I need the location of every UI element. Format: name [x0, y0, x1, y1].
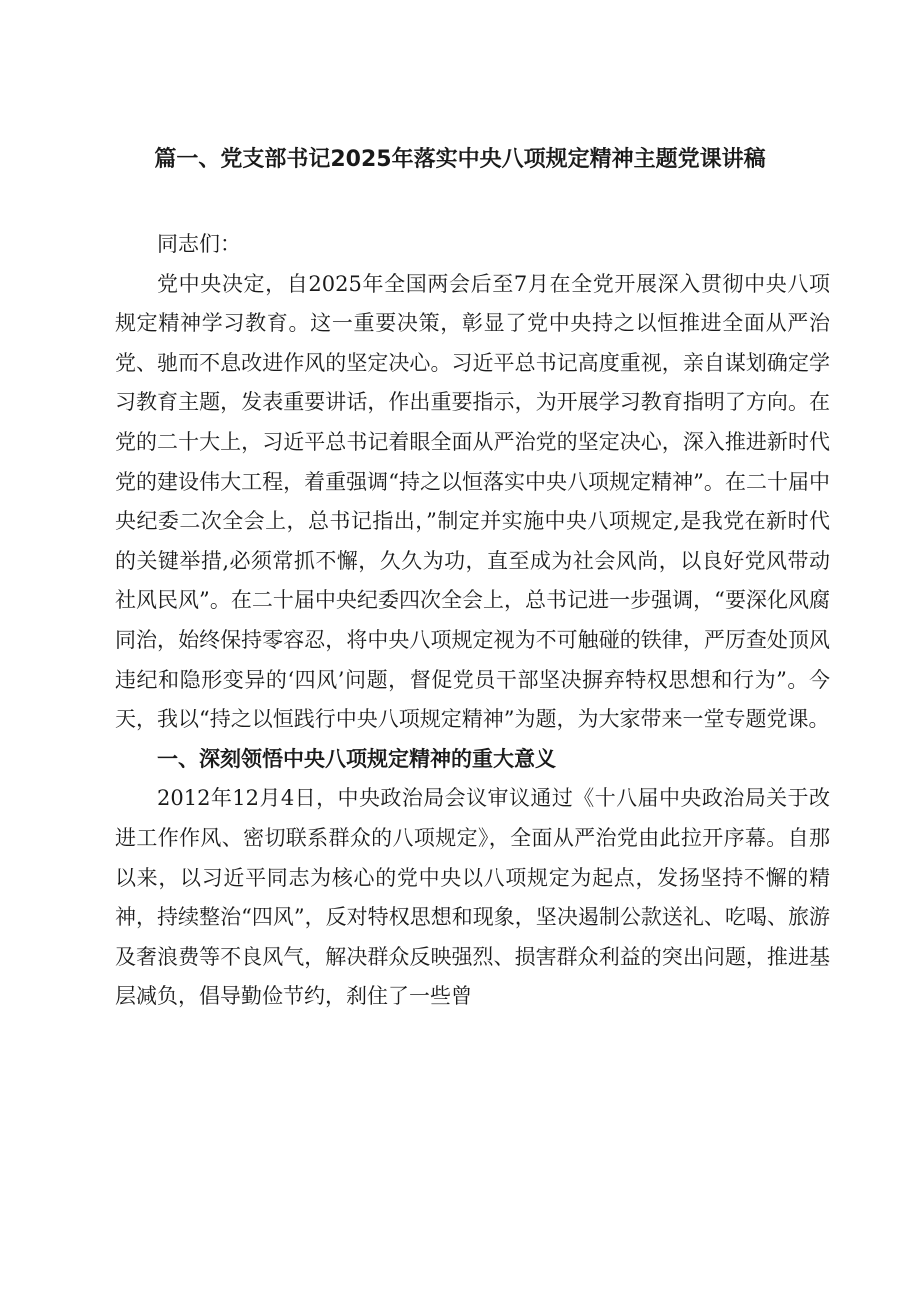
document-title: 篇一、党支部书记2025年落实中央八项规定精神主题党课讲稿 [154, 147, 766, 172]
section-heading: 一、深刻领悟中央八项规定精神的重大意义 [157, 746, 556, 771]
salutation: 同志们： [157, 232, 241, 256]
document-body [115, 225, 830, 1017]
body-paragraph: 党中央决定，自2025年全国两会后至7月在全党开展深入贯彻中央八项规定精神学习教育。这一重要决策，彰显了党中央持之以恒推进全面从严治党、驰而不息改进作风的坚定决心。习近平总书记高度重视，亲自谋划确定学习教育主题，发表重要讲话，作出重要指示，为开展学习教育指明了方向。在党的二十大上，习近平总书记着眼全面从严治党的坚定决心，深入推进新时代党的建设伟大工程，着重强调“持之以恒落实中央八项规定精神”。在二十届中央纪委二次全会上，总书记指出，”制定并实施中央八项规定,是我党在新时代的关键举措,必须常抓不懈，久久为功，直至成为社会风尚，以良好党风带动社风民风”。在二十届中央纪委四次全会上，总书记进一步强调，“要深化风腐同治，始终保持零容忍，将中央八项规定视为不可触碰的铁律，严厉查处顶风违纪和隐形变异的‘四风’问题，督促党员干部坚决摒弃特权思想和行为”。今天，我以“持之以恒践行中央八项规定精神”为题，为大家带来一堂专题党课。 [115, 271, 830, 732]
section-paragraph: 2012年12月4日，中央政治局会议审议通过《十八届中央政治局关于改进工作作风、密切联系群众的八项规定》，全面从严治党由此拉开序幕。自那以来，以习近平同志为核心的党中央以八项规定为起点，发扬坚持不懈的精神，持续整治“四风”，反对特权思想和现象，坚决遏制公款送礼、吃喝、旅游及奢浪费等不良风气，解决群众反映强烈、损害群众利益的突出问题，推进基层减负，倡导勤俭节约，刹住了一些曾 [115, 786, 830, 1009]
